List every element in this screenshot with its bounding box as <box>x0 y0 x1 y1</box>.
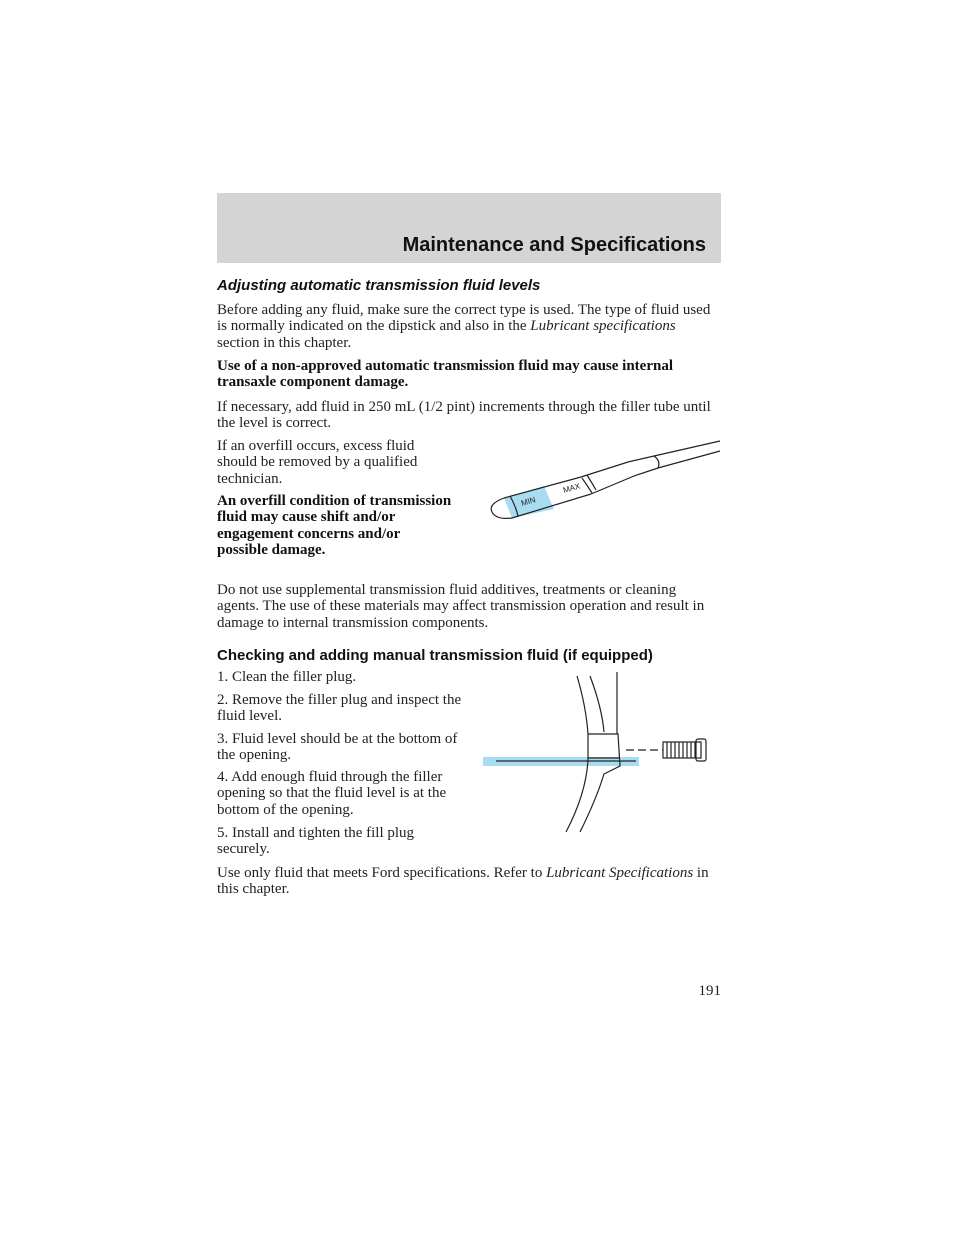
dipstick-max-label: MAX <box>562 481 582 495</box>
dipstick-illustration <box>486 438 722 522</box>
heading-manual-transmission: Checking and adding manual transmission fluid (if equipped) <box>217 647 653 664</box>
filler-plug-illustration <box>480 672 710 834</box>
step-4: 4. Add enough fluid through the filler opening so that the fluid level is at the bottom of the opening. <box>217 769 447 818</box>
paragraph-ford-spec <box>217 865 721 898</box>
section-header <box>217 193 721 263</box>
step-1: 1. Clean the filler plug. <box>217 669 357 685</box>
paragraph-fluid-type-end: section in this chapter. <box>217 334 352 351</box>
heading-adjusting-atf: Adjusting automatic transmission fluid levels <box>217 277 541 294</box>
paragraph-no-additives: Do not use supplemental transmission fluid additives, treatments or cleaning agents. The use of these materials may affect transmission operation and result in damage to internal transmission components. <box>217 582 705 631</box>
paragraph-add-fluid: If necessary, add fluid in 250 mL (1/2 pint) increments through the filler tube until the level is correct. <box>217 399 711 432</box>
paragraph-ford-spec-end: in this chapter. <box>217 865 709 898</box>
paragraph-fluid-type-text: Before adding any fluid, make sure the correct type is used. The type of fluid used is normally indicated on the dipstick and also in the <box>217 302 711 335</box>
warning-overfill: An overfill condition of transmission fluid may cause shift and/or engagement concerns and/or possible damage. <box>217 493 452 559</box>
warning-non-approved-fluid: Use of a non-approved automatic transmission fluid may cause internal transaxle component damage. <box>217 358 673 391</box>
step-2: 2. Remove the filler plug and inspect the fluid level. <box>217 692 462 725</box>
paragraph-ford-spec-text: Use only fluid that meets Ford specifications. Refer to <box>217 865 543 881</box>
section-title: Maintenance and Specifications <box>402 234 706 256</box>
step-3: 3. Fluid level should be at the bottom of the opening. <box>217 731 458 764</box>
paragraph-overfill: If an overfill occurs, excess fluid should be removed by a qualified technician. <box>217 438 418 487</box>
lubricant-spec-reference-2: Lubricant Specifications <box>546 865 694 881</box>
lubricant-spec-reference: Lubricant specifications <box>530 318 676 335</box>
step-5: 5. Install and tighten the fill plug securely. <box>217 825 415 858</box>
page-number: 191 <box>698 983 721 999</box>
paragraph-fluid-type <box>217 302 721 351</box>
dipstick-min-label: MIN <box>520 495 537 508</box>
